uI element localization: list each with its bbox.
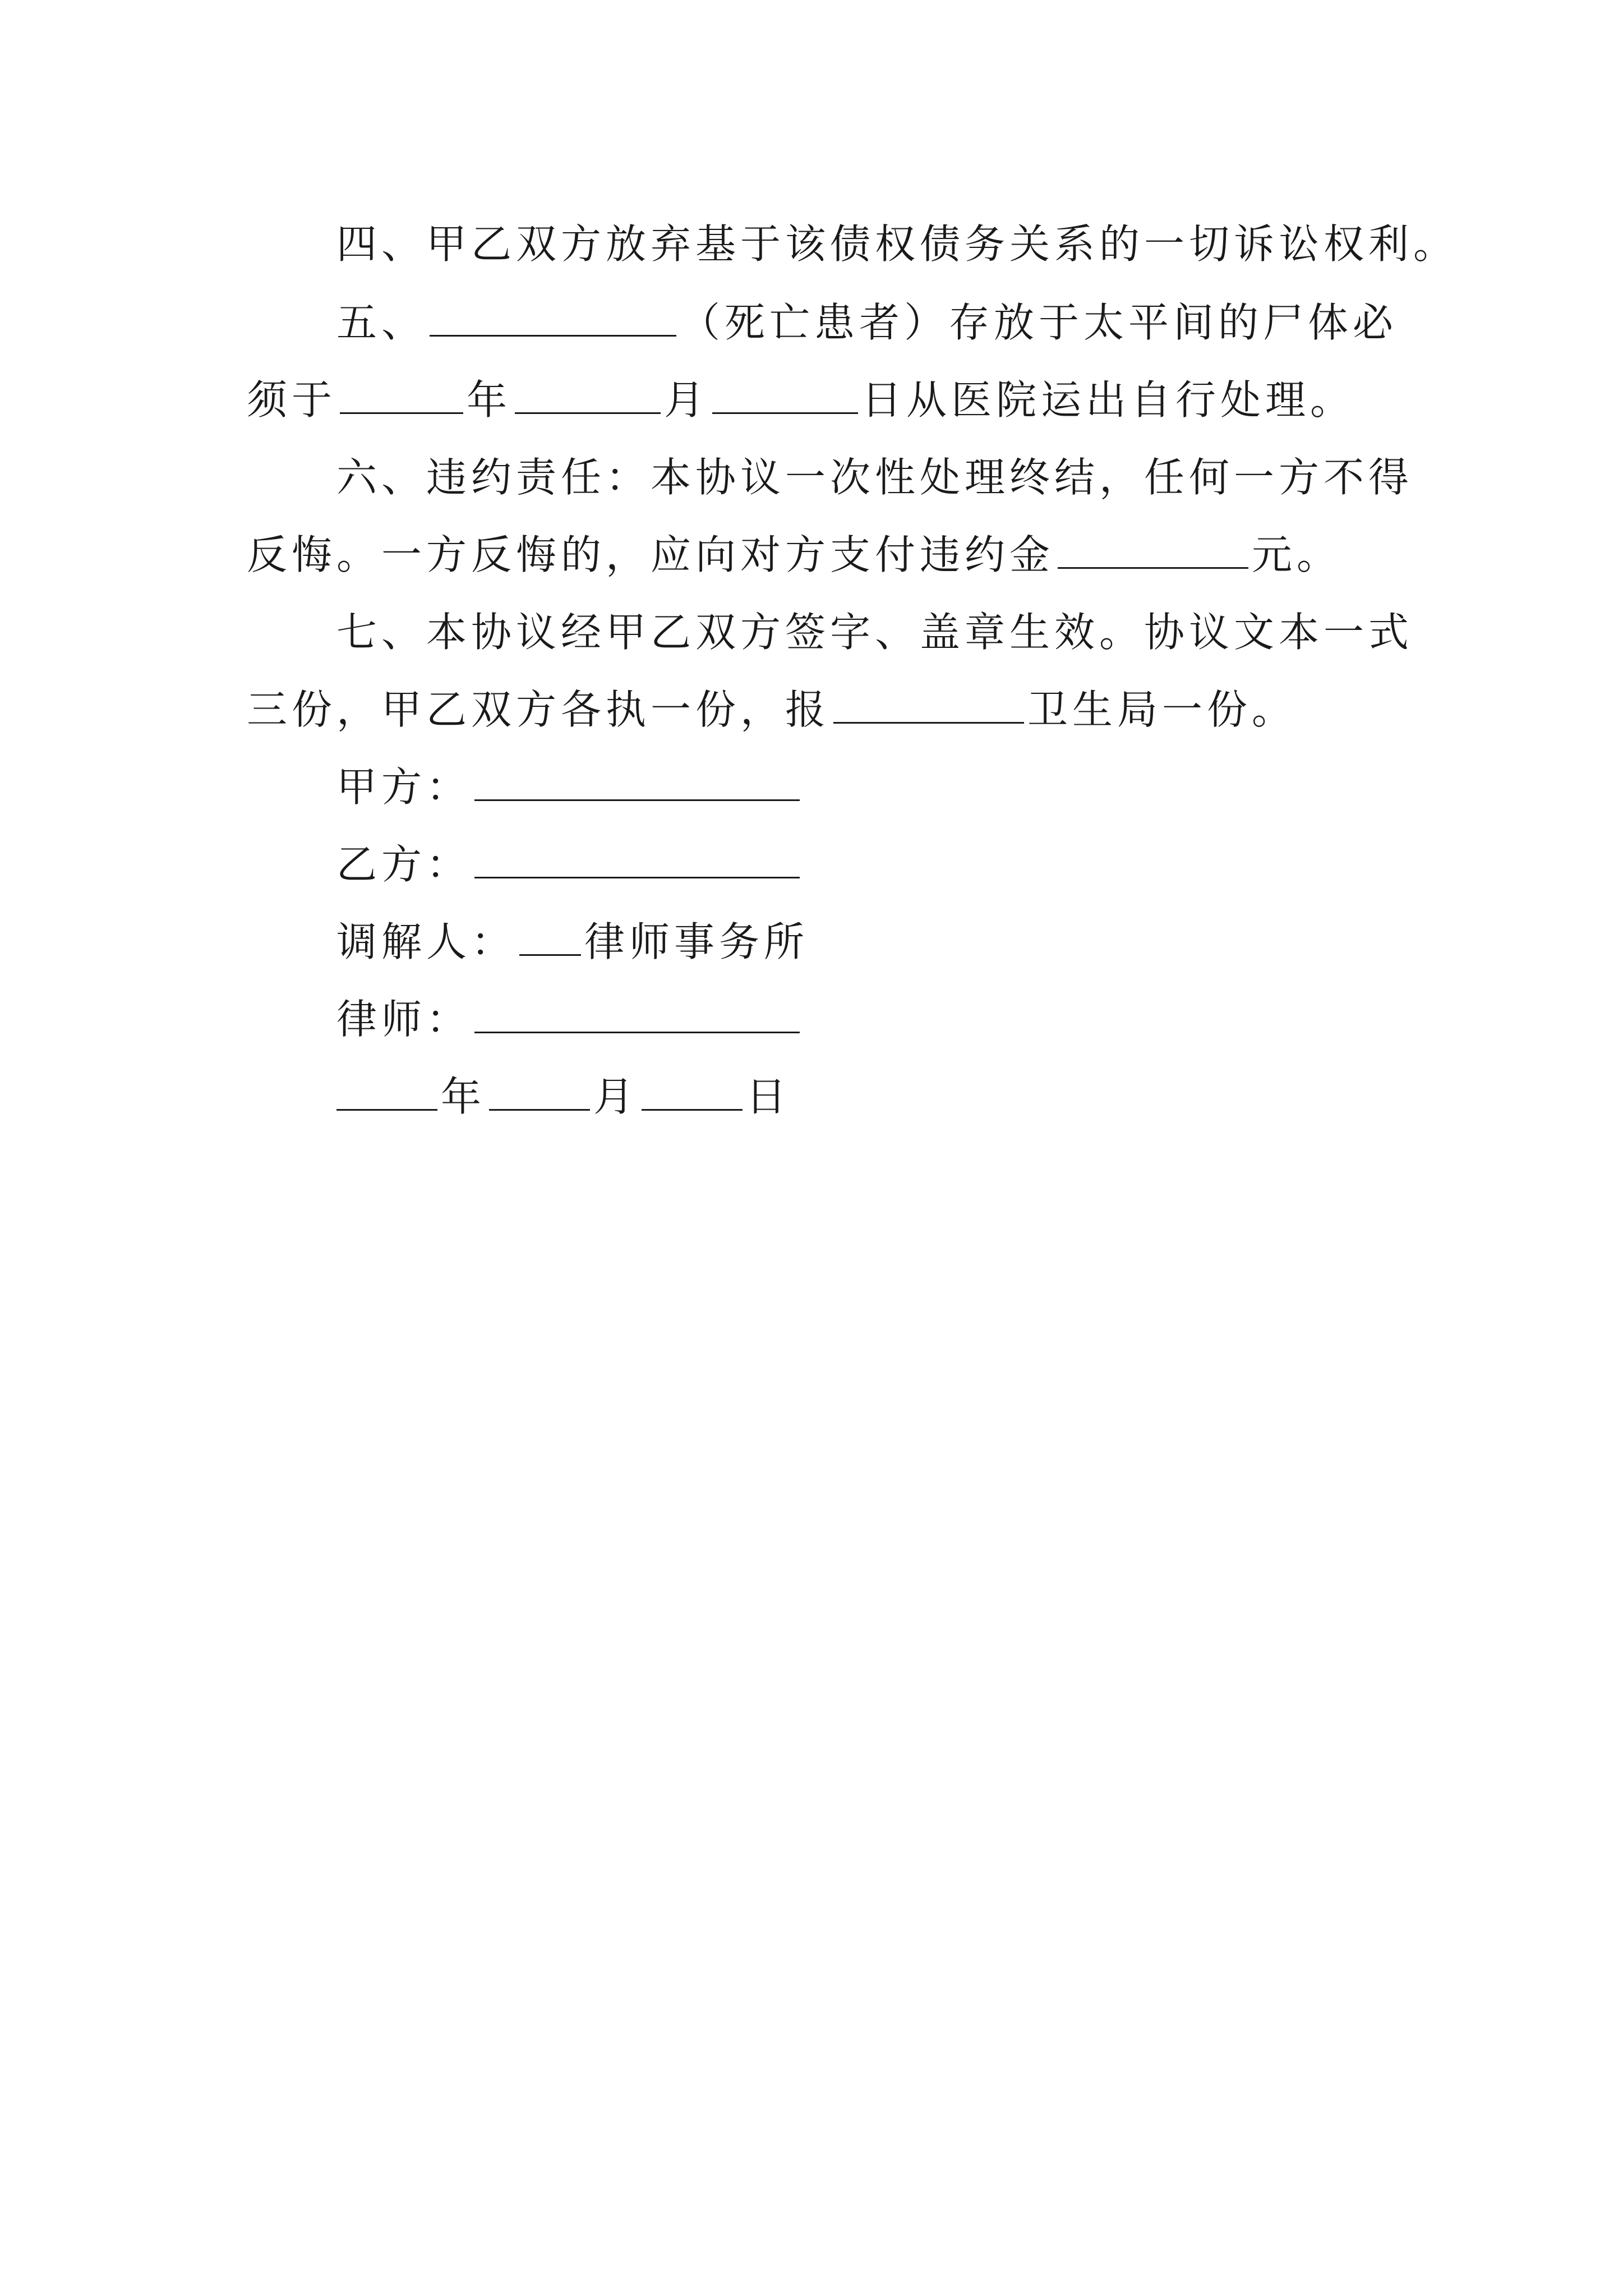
deceased-name-blank[interactable] <box>430 298 676 337</box>
lawyer-label: 律师： <box>336 996 472 1043</box>
clause-6-line-1-text: 六、违约责任：本协议一次性处理终结，任何一方不得 <box>336 454 1414 501</box>
law-firm-name-blank[interactable] <box>519 917 581 956</box>
party-a-signature-blank[interactable] <box>474 762 800 801</box>
party-a-label: 甲方： <box>336 763 472 811</box>
date-year-label: 年 <box>441 1073 486 1120</box>
removal-month-blank[interactable] <box>515 375 661 414</box>
clause-6-line-2-end: 元。 <box>1252 531 1342 578</box>
clause-7-line-2 <box>247 684 1297 735</box>
mediator-suffix: 律师事务所 <box>584 918 809 965</box>
clause-5-line-1 <box>336 297 1398 348</box>
clause-5-middle: （死亡患者）存放于太平间的尸体必 <box>680 299 1398 346</box>
party-b-signature-blank[interactable] <box>474 840 800 878</box>
signature-party-b <box>336 839 803 890</box>
lawyer-signature-blank[interactable] <box>474 995 800 1033</box>
date-year-blank[interactable] <box>336 1072 437 1111</box>
clause-5-line-2-end: 日从医院运出自行处理。 <box>861 376 1355 424</box>
signature-mediator <box>336 917 809 967</box>
clause-6-line-2 <box>247 530 1341 580</box>
clause-5-month-label: 月 <box>664 376 709 424</box>
removal-day-blank[interactable] <box>712 375 858 414</box>
clause-7-line-1 <box>336 607 1413 657</box>
date-day-blank[interactable] <box>642 1072 743 1111</box>
clause-6-line-1 <box>336 452 1413 503</box>
clause-7-line-2-start: 三份，甲乙双方各执一份，报 <box>247 686 831 733</box>
signature-lawyer <box>336 994 803 1045</box>
clause-5-line-2 <box>247 375 1355 425</box>
clause-5-line-2-start: 须于 <box>247 376 337 424</box>
signature-date <box>336 1071 791 1122</box>
removal-year-blank[interactable] <box>340 375 463 414</box>
clause-6-line-2-start: 反悔。一方反悔的，应向对方支付违约金 <box>247 531 1055 578</box>
clause-5-prefix: 五、 <box>336 299 427 346</box>
party-b-label: 乙方： <box>336 841 472 888</box>
date-month-label: 月 <box>593 1073 639 1120</box>
clause-7-line-2-end: 卫生局一份。 <box>1027 686 1297 733</box>
date-month-blank[interactable] <box>489 1072 590 1111</box>
signature-party-a <box>336 762 803 812</box>
clause-5-year-label: 年 <box>467 376 512 424</box>
clause-4-text: 四、甲乙双方放弃基于该债权债务关系的一切诉讼权利。 <box>336 220 1459 268</box>
clause-4 <box>336 219 1458 269</box>
date-day-label: 日 <box>746 1073 791 1120</box>
health-bureau-blank[interactable] <box>833 685 1024 724</box>
clause-7-line-1-text: 七、本协议经甲乙双方签字、盖章生效。协议文本一式 <box>336 609 1414 656</box>
mediator-label: 调解人： <box>336 918 517 965</box>
penalty-amount-blank[interactable] <box>1058 530 1248 569</box>
